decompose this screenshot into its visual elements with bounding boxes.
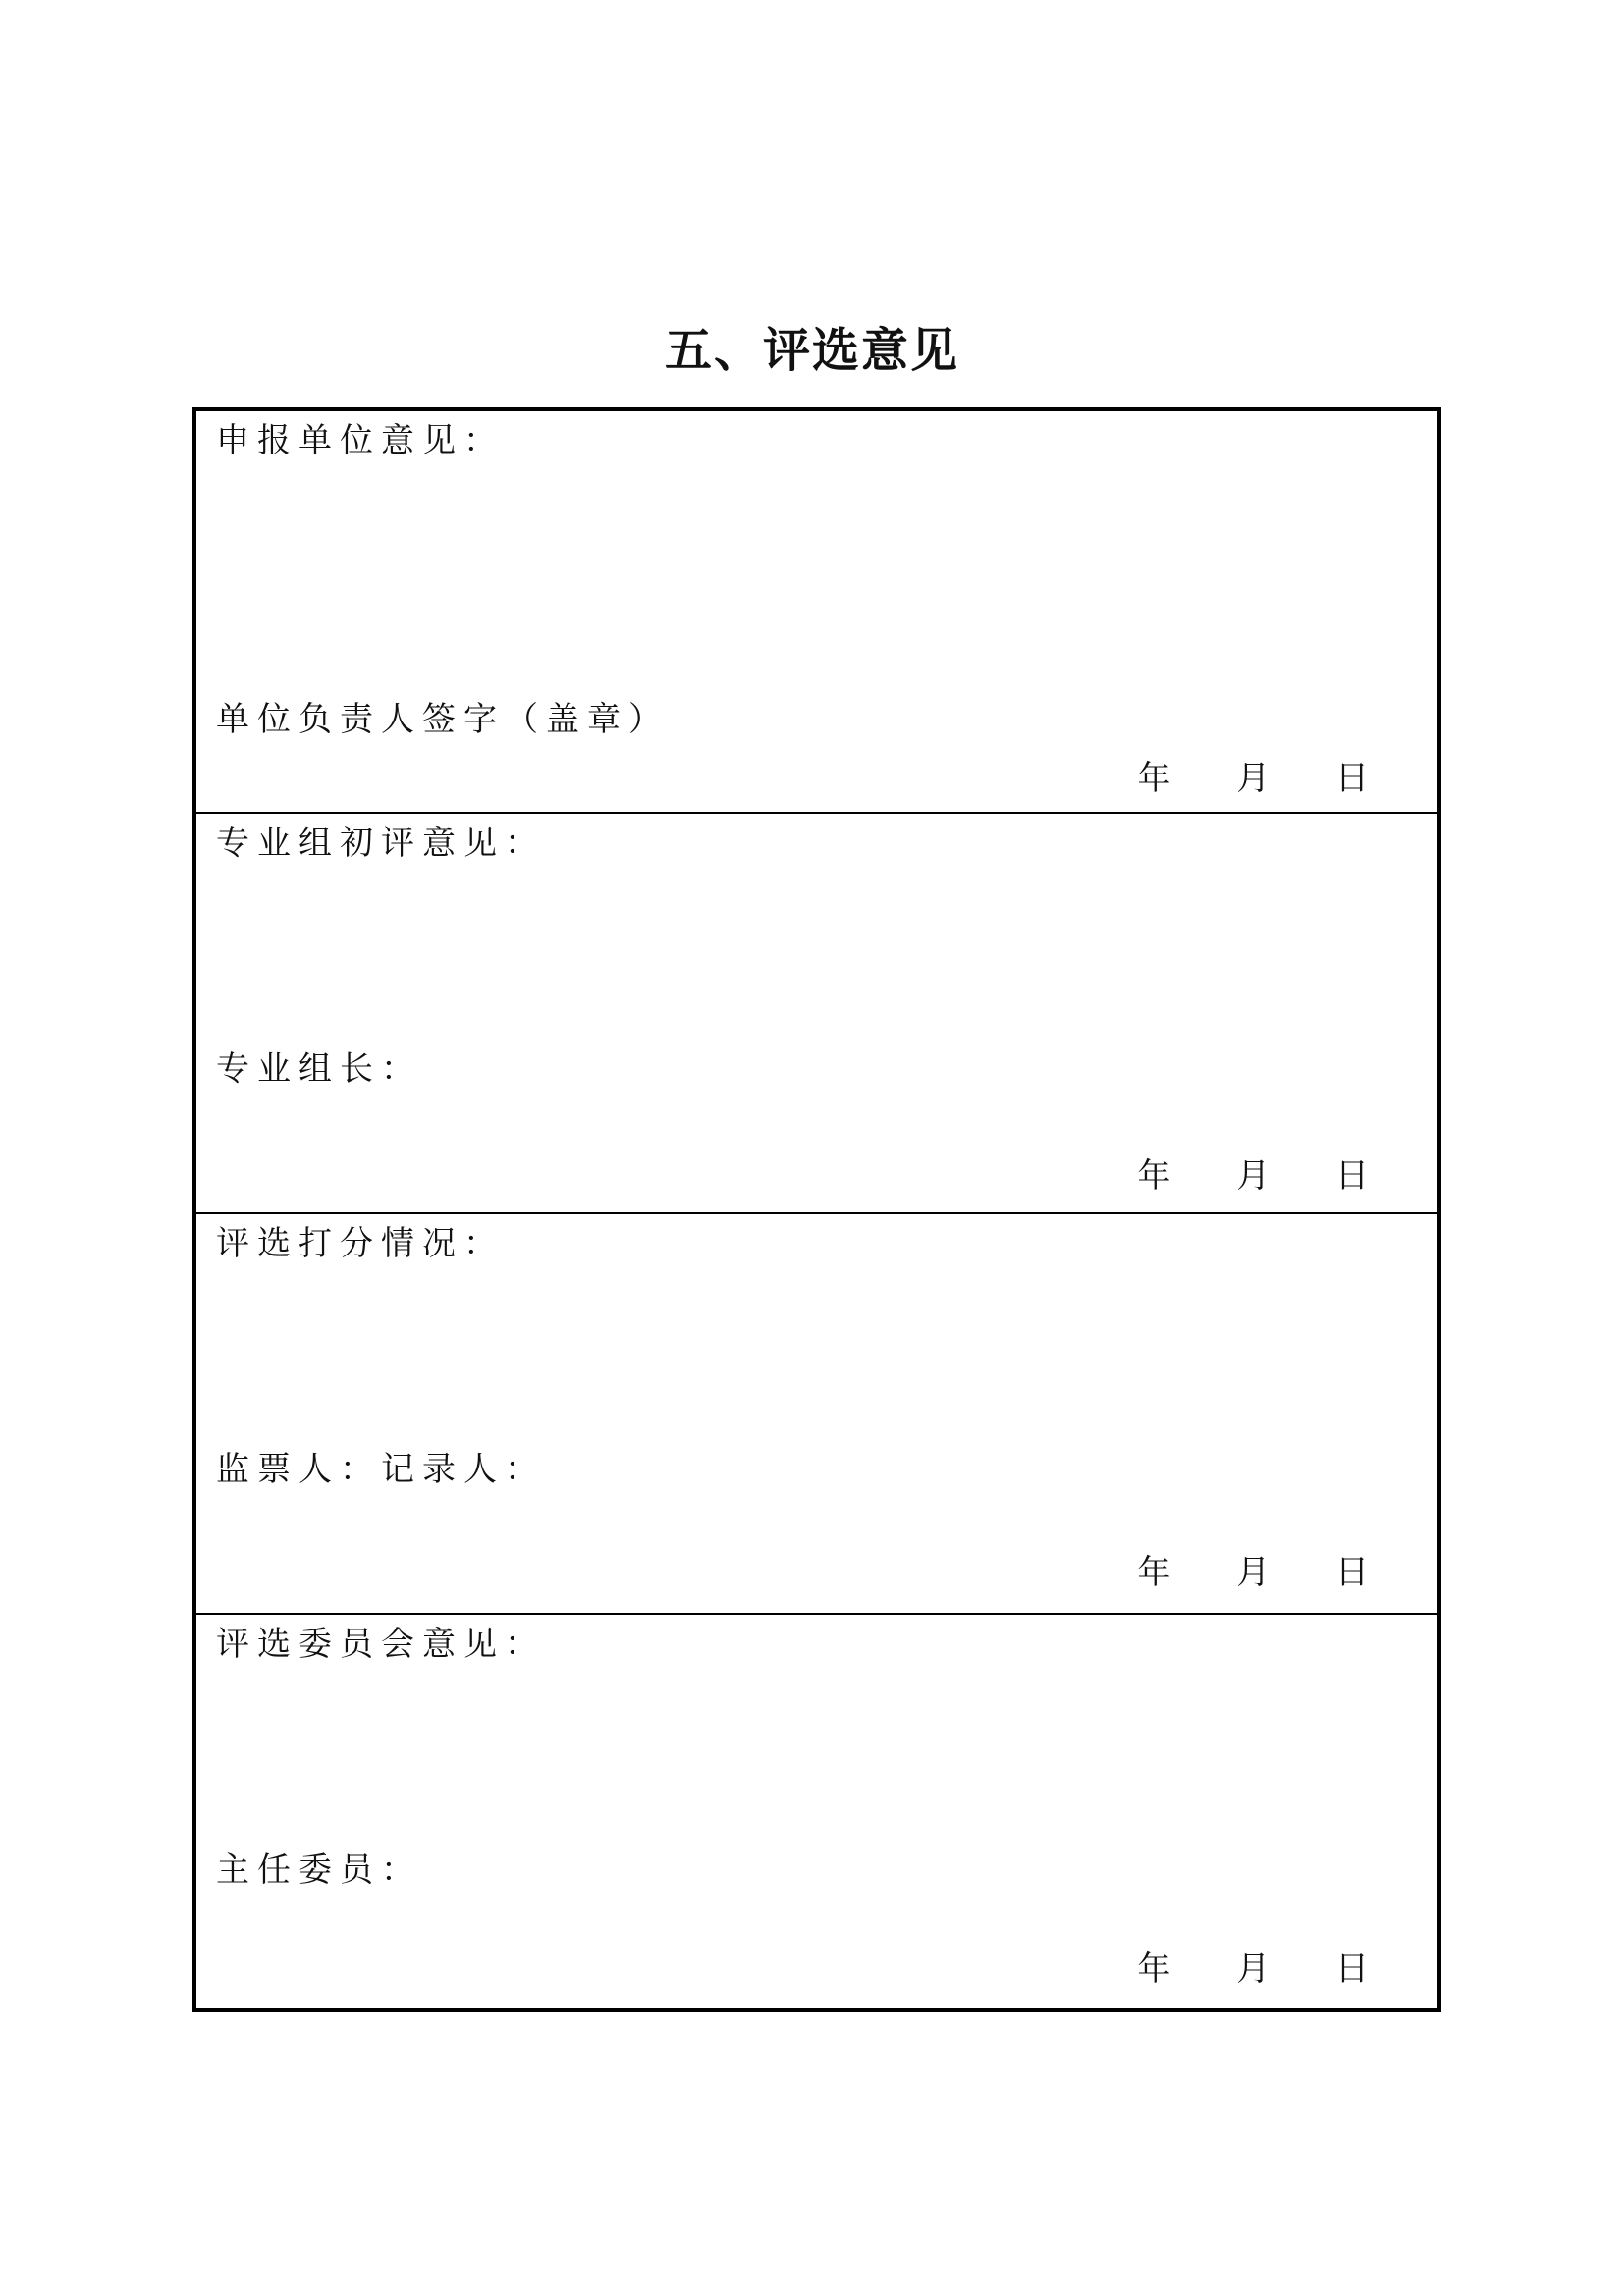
signature-label: 专业组长： xyxy=(216,1049,422,1089)
date-month-label: 月 xyxy=(1236,1949,1271,1989)
signature-label: 单位负责人签字（盖章） xyxy=(216,700,670,739)
signature-label: 主任委员： xyxy=(216,1850,422,1890)
section-applicant-unit-opinion[interactable] xyxy=(196,411,1437,812)
date-month-label: 月 xyxy=(1236,759,1271,798)
date-year-label: 年 xyxy=(1137,759,1171,798)
date-year-label: 年 xyxy=(1137,1156,1171,1196)
date-year-label: 年 xyxy=(1137,1553,1171,1592)
date-month-label: 月 xyxy=(1236,1553,1271,1592)
section-heading: 申报单位意见： xyxy=(216,421,505,460)
date-row xyxy=(1137,757,1369,800)
date-month-label: 月 xyxy=(1236,1156,1271,1196)
date-row xyxy=(1137,1154,1369,1198)
date-row xyxy=(1137,1948,1369,1991)
signature-label: 监票人：记录人： xyxy=(216,1450,546,1489)
date-day-label: 日 xyxy=(1335,1553,1369,1592)
section-scoring-status[interactable] xyxy=(196,1212,1437,1613)
section-committee-opinion[interactable] xyxy=(196,1613,1437,2008)
review-opinion-table xyxy=(192,407,1441,2012)
date-year-label: 年 xyxy=(1137,1949,1171,1989)
date-day-label: 日 xyxy=(1335,1949,1369,1989)
section-heading: 专业组初评意见： xyxy=(216,824,546,863)
section-expert-group-preliminary-opinion[interactable] xyxy=(196,812,1437,1212)
date-row xyxy=(1137,1551,1369,1594)
date-day-label: 日 xyxy=(1335,1156,1369,1196)
section-heading: 评选打分情况： xyxy=(216,1224,505,1263)
date-day-label: 日 xyxy=(1335,759,1369,798)
section-heading: 评选委员会意见： xyxy=(216,1625,546,1664)
page-title: 五、评选意见 xyxy=(664,323,959,378)
